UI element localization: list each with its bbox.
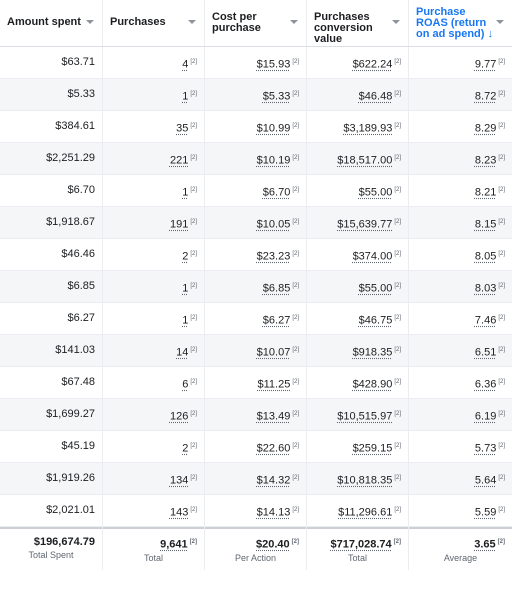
conversion-value-cell bbox=[307, 335, 409, 369]
cell-value-link[interactable]: 191 bbox=[169, 218, 189, 231]
cell-value: $6.70 bbox=[67, 184, 95, 196]
footnote-marker: [2] bbox=[189, 539, 197, 545]
total-value-link[interactable]: $20.40 bbox=[256, 538, 290, 551]
purchases-cell bbox=[103, 239, 205, 273]
cell-value-link[interactable]: 5.64 bbox=[474, 474, 497, 487]
cell-value: $6.27 bbox=[67, 312, 95, 324]
footnote-marker: [2] bbox=[292, 443, 299, 449]
purchases-cell bbox=[103, 79, 205, 113]
cell-value-link[interactable]: 6 bbox=[182, 378, 189, 391]
footnote-marker: [2] bbox=[498, 123, 505, 129]
column-header-amount-spent[interactable] bbox=[0, 0, 103, 46]
conversion-value-cell bbox=[307, 271, 409, 305]
cell-value-link[interactable]: 7.46 bbox=[474, 314, 497, 327]
table-row bbox=[0, 175, 512, 207]
cell-value-link[interactable]: $10.05 bbox=[256, 218, 291, 231]
conversion-value-cell bbox=[307, 303, 409, 337]
footnote-marker: [2] bbox=[394, 347, 401, 353]
footnote-marker: [2] bbox=[190, 347, 197, 353]
cell-value-link[interactable]: 8.03 bbox=[474, 282, 497, 295]
footnote-marker: [2] bbox=[498, 507, 505, 513]
cost-per-purchase-cell bbox=[205, 47, 307, 81]
cell-value-link[interactable]: $11,296.61 bbox=[338, 506, 393, 519]
table-row bbox=[0, 79, 512, 111]
cell-value: $1,918.67 bbox=[46, 216, 95, 228]
cell-value-link[interactable]: $622.24 bbox=[352, 58, 393, 71]
amount-spent-cell bbox=[0, 111, 103, 145]
footnote-marker: [2] bbox=[394, 443, 401, 449]
footnote-marker: [2] bbox=[394, 187, 401, 193]
cost-per-purchase-cell bbox=[205, 143, 307, 177]
table-row bbox=[0, 367, 512, 399]
chevron-down-icon[interactable] bbox=[86, 20, 94, 24]
footnote-marker: [2] bbox=[190, 507, 197, 513]
total-label: Total bbox=[347, 552, 367, 563]
footnote-marker: [2] bbox=[292, 379, 299, 385]
cell-value: $6.85 bbox=[67, 280, 95, 292]
conversion-value-cell bbox=[307, 143, 409, 177]
purchases-cell bbox=[103, 47, 205, 81]
footnote-marker: [2] bbox=[292, 59, 299, 65]
conversion-value-cell bbox=[307, 367, 409, 401]
roas-cell bbox=[409, 79, 512, 113]
purchases-cell bbox=[103, 367, 205, 401]
cell-value-link[interactable]: 126 bbox=[169, 410, 189, 423]
cell-value-link[interactable]: $23.23 bbox=[256, 250, 291, 263]
chevron-down-icon[interactable] bbox=[496, 20, 504, 24]
table-row bbox=[0, 463, 512, 495]
purchases-cell bbox=[103, 431, 205, 465]
cell-value-link[interactable]: 1 bbox=[182, 282, 189, 295]
cell-value-link[interactable]: 8.05 bbox=[474, 250, 497, 263]
amount-spent-cell bbox=[0, 47, 103, 81]
purchases-cell bbox=[103, 335, 205, 369]
footnote-marker: [2] bbox=[190, 219, 197, 225]
cell-value-link[interactable]: 8.23 bbox=[474, 154, 497, 167]
roas-cell bbox=[409, 431, 512, 465]
footnote-marker: [2] bbox=[394, 59, 401, 65]
cost-per-purchase-cell bbox=[205, 111, 307, 145]
footnote-marker: [2] bbox=[394, 411, 401, 417]
column-header-label: Amount spent bbox=[7, 16, 81, 28]
footnote-marker: [2] bbox=[292, 155, 299, 161]
roas-cell bbox=[409, 239, 512, 273]
footnote-marker: [2] bbox=[292, 347, 299, 353]
roas-cell bbox=[409, 335, 512, 369]
roas-cell bbox=[409, 399, 512, 433]
table-body bbox=[0, 47, 512, 527]
cost-per-purchase-cell bbox=[205, 207, 307, 241]
cost-per-purchase-cell bbox=[205, 463, 307, 497]
cell-value-link[interactable]: 143 bbox=[169, 506, 189, 519]
amount-spent-cell bbox=[0, 431, 103, 465]
cell-value-link[interactable]: 35 bbox=[176, 122, 189, 135]
total-label: Average bbox=[443, 552, 478, 563]
table-row bbox=[0, 271, 512, 303]
amount-spent-cell bbox=[0, 303, 103, 337]
cell-value-link[interactable]: $18,517.00 bbox=[337, 154, 393, 167]
table-row bbox=[0, 111, 512, 143]
footnote-marker: [2] bbox=[498, 155, 505, 161]
cell-value-link[interactable]: $10.07 bbox=[256, 346, 291, 359]
cost-per-purchase-cell bbox=[205, 79, 307, 113]
cell-value-link[interactable]: $22.60 bbox=[256, 442, 291, 455]
conversion-value-cell bbox=[307, 79, 409, 113]
amount-spent-cell bbox=[0, 335, 103, 369]
cell-value-link[interactable]: $55.00 bbox=[358, 186, 393, 199]
conversion-value-cell bbox=[307, 463, 409, 497]
total-value bbox=[409, 535, 505, 552]
roas-cell bbox=[409, 111, 512, 145]
cell-value-link[interactable]: $15.93 bbox=[256, 58, 291, 71]
purchases-cell bbox=[103, 111, 205, 145]
purchases-cell bbox=[103, 463, 205, 497]
footnote-marker: [2] bbox=[497, 539, 505, 545]
purchases-cell bbox=[103, 303, 205, 337]
footnote-marker: [2] bbox=[394, 475, 401, 481]
conversion-value-cell bbox=[307, 47, 409, 81]
total-value bbox=[307, 535, 401, 552]
footnote-marker: [2] bbox=[498, 411, 505, 417]
table-row bbox=[0, 239, 512, 271]
total-roas bbox=[409, 529, 512, 570]
cell-value-link[interactable]: $6.70 bbox=[262, 186, 291, 199]
table-row bbox=[0, 303, 512, 335]
table-row bbox=[0, 47, 512, 79]
cell-value-link[interactable]: $15,639.77 bbox=[337, 218, 393, 231]
conversion-value-cell bbox=[307, 111, 409, 145]
cell-value-link[interactable]: $10.99 bbox=[256, 122, 291, 135]
cell-value-link[interactable]: $10.19 bbox=[256, 154, 291, 167]
column-header-label: Purchases bbox=[110, 16, 166, 28]
footnote-marker: [2] bbox=[498, 443, 505, 449]
roas-cell bbox=[409, 271, 512, 305]
roas-cell bbox=[409, 143, 512, 177]
footnote-marker: [2] bbox=[394, 379, 401, 385]
footnote-marker: [2] bbox=[394, 283, 401, 289]
cell-value: $5.33 bbox=[67, 88, 95, 100]
amount-spent-cell bbox=[0, 271, 103, 305]
cell-value: $63.71 bbox=[61, 56, 95, 68]
footnote-marker: [2] bbox=[292, 475, 299, 481]
column-header-label: Purchases conversion value bbox=[314, 11, 373, 45]
total-value: $196,674.79 bbox=[33, 536, 95, 548]
table-row bbox=[0, 495, 512, 527]
cell-value-link[interactable]: $374.00 bbox=[352, 250, 393, 263]
footnote-marker: [2] bbox=[190, 123, 197, 129]
amount-spent-cell bbox=[0, 367, 103, 401]
footnote-marker: [2] bbox=[292, 251, 299, 257]
total-label: Total Spent bbox=[28, 550, 74, 560]
cell-value-link[interactable]: 1 bbox=[182, 90, 189, 103]
amount-spent-cell bbox=[0, 175, 103, 209]
footnote-marker: [2] bbox=[190, 379, 197, 385]
cost-per-purchase-cell bbox=[205, 271, 307, 305]
footnote-marker: [2] bbox=[498, 283, 505, 289]
cell-value-link[interactable]: $13.49 bbox=[256, 410, 291, 423]
footnote-marker: [2] bbox=[292, 411, 299, 417]
roas-cell bbox=[409, 495, 512, 529]
footnote-marker: [2] bbox=[292, 219, 299, 225]
column-header-label: Purchase ROAS (return on ad spend) ↓ bbox=[416, 6, 493, 40]
cell-value-link[interactable]: 5.59 bbox=[474, 506, 497, 519]
column-header-purchases[interactable] bbox=[103, 0, 205, 46]
cell-value-link[interactable]: $46.75 bbox=[358, 314, 393, 327]
footnote-marker: [2] bbox=[498, 315, 505, 321]
cell-value-link[interactable]: 2 bbox=[182, 442, 189, 455]
cell-value: $141.03 bbox=[55, 344, 95, 356]
cell-value-link[interactable]: 5.73 bbox=[474, 442, 497, 455]
footnote-marker: [2] bbox=[498, 219, 505, 225]
cost-per-purchase-cell bbox=[205, 303, 307, 337]
conversion-value-cell bbox=[307, 239, 409, 273]
amount-spent-cell bbox=[0, 495, 103, 529]
footnote-marker: [2] bbox=[394, 123, 401, 129]
cell-value-link[interactable]: $918.35 bbox=[352, 346, 393, 359]
footnote-marker: [2] bbox=[292, 507, 299, 513]
cell-value-link[interactable]: $14.32 bbox=[256, 474, 291, 487]
total-conversion-value bbox=[307, 529, 409, 570]
chevron-down-icon[interactable] bbox=[290, 20, 298, 24]
chevron-down-icon[interactable] bbox=[188, 20, 196, 24]
cell-value-link[interactable]: 1 bbox=[182, 186, 189, 199]
amount-spent-cell bbox=[0, 79, 103, 113]
column-header-cost-per-purchase[interactable] bbox=[205, 0, 307, 46]
footnote-marker: [2] bbox=[498, 475, 505, 481]
cost-per-purchase-cell bbox=[205, 335, 307, 369]
cell-value-link[interactable]: $14.13 bbox=[256, 506, 291, 519]
total-value-link[interactable]: 9,641 bbox=[160, 538, 188, 551]
conversion-value-cell bbox=[307, 175, 409, 209]
footnote-marker: [2] bbox=[190, 59, 197, 65]
column-header-label: Cost per purchase bbox=[212, 11, 261, 34]
footnote-marker: [2] bbox=[190, 187, 197, 193]
cost-per-purchase-cell bbox=[205, 495, 307, 529]
conversion-value-cell bbox=[307, 495, 409, 529]
conversion-value-cell bbox=[307, 207, 409, 241]
cell-value-link[interactable]: $6.85 bbox=[262, 282, 291, 295]
footnote-marker: [2] bbox=[498, 251, 505, 257]
footnote-marker: [2] bbox=[393, 539, 401, 545]
footnote-marker: [2] bbox=[190, 315, 197, 321]
total-purchases bbox=[103, 529, 205, 570]
footnote-marker: [2] bbox=[394, 251, 401, 257]
cell-value: $1,919.26 bbox=[46, 472, 95, 484]
cost-per-purchase-cell bbox=[205, 399, 307, 433]
footnote-marker: [2] bbox=[190, 91, 197, 97]
cell-value-link[interactable]: $259.15 bbox=[352, 442, 393, 455]
cell-value-link[interactable]: 14 bbox=[176, 346, 189, 359]
cell-value-link[interactable]: 6.36 bbox=[474, 378, 497, 391]
roas-cell bbox=[409, 463, 512, 497]
cell-value-link[interactable]: $10,818.35 bbox=[337, 474, 393, 487]
footnote-marker: [2] bbox=[498, 59, 505, 65]
total-amount-spent bbox=[0, 529, 103, 570]
footnote-marker: [2] bbox=[498, 187, 505, 193]
amount-spent-cell bbox=[0, 143, 103, 177]
footnote-marker: [2] bbox=[190, 411, 197, 417]
cell-value-link[interactable]: 8.29 bbox=[474, 122, 497, 135]
footnote-marker: [2] bbox=[291, 539, 299, 545]
cell-value: $1,699.27 bbox=[46, 408, 95, 420]
conversion-value-cell bbox=[307, 399, 409, 433]
footnote-marker: [2] bbox=[292, 283, 299, 289]
roas-cell bbox=[409, 47, 512, 81]
cell-value-link[interactable]: 2 bbox=[182, 250, 189, 263]
footnote-marker: [2] bbox=[394, 219, 401, 225]
table-header bbox=[0, 0, 512, 47]
cell-value-link[interactable]: $6.27 bbox=[262, 314, 291, 327]
footnote-marker: [2] bbox=[498, 347, 505, 353]
cost-per-purchase-cell bbox=[205, 175, 307, 209]
total-value bbox=[205, 535, 299, 552]
purchases-cell bbox=[103, 143, 205, 177]
chevron-down-icon[interactable] bbox=[392, 20, 400, 24]
table-row bbox=[0, 335, 512, 367]
footnote-marker: [2] bbox=[190, 443, 197, 449]
cost-per-purchase-cell bbox=[205, 367, 307, 401]
column-header-conversion-value[interactable] bbox=[307, 0, 409, 46]
footnote-marker: [2] bbox=[190, 155, 197, 161]
total-value-link[interactable]: $717,028.74 bbox=[330, 538, 392, 551]
footnote-marker: [2] bbox=[498, 379, 505, 385]
cell-value-link[interactable]: 6.19 bbox=[474, 410, 497, 423]
purchases-cell bbox=[103, 495, 205, 529]
total-cost-per-purchase bbox=[205, 529, 307, 570]
footnote-marker: [2] bbox=[292, 123, 299, 129]
cell-value-link[interactable]: 6.51 bbox=[474, 346, 497, 359]
cell-value-link[interactable]: 9.77 bbox=[474, 58, 497, 71]
purchases-cell bbox=[103, 399, 205, 433]
cell-value-link[interactable]: 4 bbox=[182, 58, 189, 71]
cell-value: $46.46 bbox=[61, 248, 95, 260]
cell-value: $45.19 bbox=[61, 440, 95, 452]
footnote-marker: [2] bbox=[394, 507, 401, 513]
amount-spent-cell bbox=[0, 399, 103, 433]
cell-value-link[interactable]: 221 bbox=[169, 154, 189, 167]
cell-value-link[interactable]: $3,189.93 bbox=[343, 122, 393, 135]
cell-value: $2,021.01 bbox=[46, 504, 95, 516]
cell-value-link[interactable]: $10,515.97 bbox=[337, 410, 393, 423]
footnote-marker: [2] bbox=[498, 91, 505, 97]
roas-cell bbox=[409, 207, 512, 241]
table-row bbox=[0, 207, 512, 239]
roas-cell bbox=[409, 175, 512, 209]
total-label: Per Action bbox=[234, 552, 277, 563]
table-row bbox=[0, 431, 512, 463]
total-value bbox=[103, 535, 197, 552]
purchases-cell bbox=[103, 271, 205, 305]
cost-per-purchase-cell bbox=[205, 431, 307, 465]
cell-value-link[interactable]: $46.48 bbox=[358, 90, 393, 103]
cell-value: $384.61 bbox=[55, 120, 95, 132]
total-value-link[interactable]: 3.65 bbox=[474, 538, 496, 551]
conversion-value-cell bbox=[307, 431, 409, 465]
cell-value-link[interactable]: 134 bbox=[169, 474, 189, 487]
column-header-purchase-roas[interactable] bbox=[409, 0, 512, 46]
cost-per-purchase-cell bbox=[205, 239, 307, 273]
total-label: Total bbox=[143, 552, 163, 563]
roas-cell bbox=[409, 303, 512, 337]
cell-value-link[interactable]: 8.21 bbox=[474, 186, 497, 199]
footnote-marker: [2] bbox=[394, 91, 401, 97]
cell-value-link[interactable]: 1 bbox=[182, 314, 189, 327]
footnote-marker: [2] bbox=[394, 155, 401, 161]
cell-value: $67.48 bbox=[61, 376, 95, 388]
roas-cell bbox=[409, 367, 512, 401]
amount-spent-cell bbox=[0, 463, 103, 497]
purchases-cell bbox=[103, 175, 205, 209]
totals-row bbox=[0, 527, 512, 570]
cell-value-link[interactable]: 8.72 bbox=[474, 90, 497, 103]
cell-value-link[interactable]: $11.25 bbox=[257, 378, 291, 391]
amount-spent-cell bbox=[0, 207, 103, 241]
cell-value: $2,251.29 bbox=[46, 152, 95, 164]
cell-value-link[interactable]: 8.15 bbox=[474, 218, 497, 231]
footnote-marker: [2] bbox=[190, 283, 197, 289]
table-row bbox=[0, 143, 512, 175]
footnote-marker: [2] bbox=[394, 315, 401, 321]
footnote-marker: [2] bbox=[292, 91, 299, 97]
footnote-marker: [2] bbox=[190, 251, 197, 257]
cell-value-link[interactable]: $428.90 bbox=[352, 378, 393, 391]
cell-value-link[interactable]: $5.33 bbox=[262, 90, 291, 103]
footnote-marker: [2] bbox=[292, 187, 299, 193]
footnote-marker: [2] bbox=[190, 475, 197, 481]
cell-value-link[interactable]: $55.00 bbox=[358, 282, 393, 295]
footnote-marker: [2] bbox=[292, 315, 299, 321]
table-row bbox=[0, 399, 512, 431]
amount-spent-cell bbox=[0, 239, 103, 273]
purchases-cell bbox=[103, 207, 205, 241]
